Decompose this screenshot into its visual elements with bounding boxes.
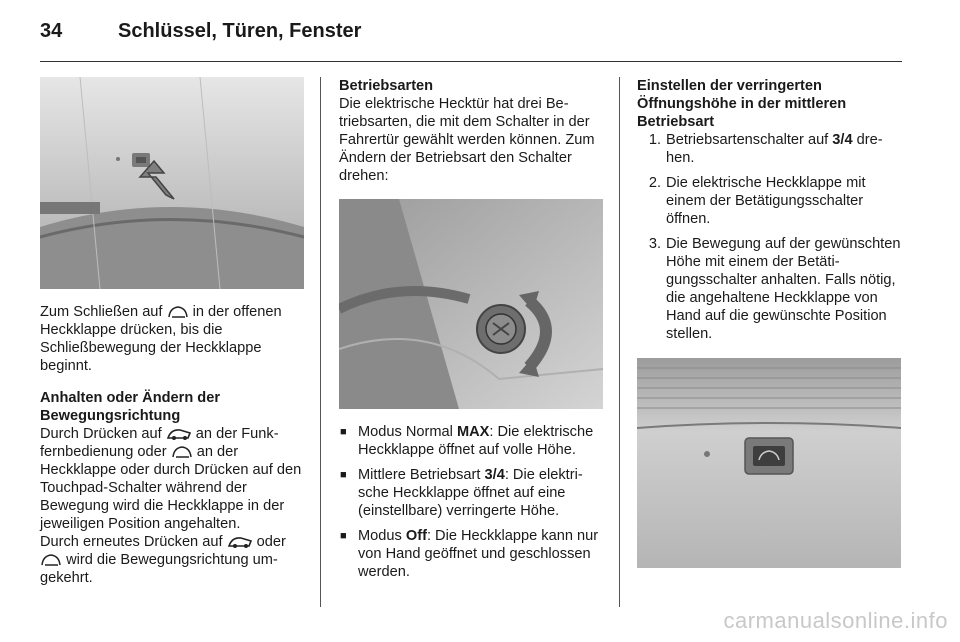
section-heading: Anhalten oder Ändern der Bewegungsrichtung <box>40 390 221 424</box>
tailgate-button-icon <box>167 305 189 319</box>
step-number: 3. <box>648 236 661 252</box>
text: Mittlere Betriebsart <box>358 467 485 483</box>
text: Zum Schließen auf <box>40 304 163 320</box>
section-heading: Betriebsarten <box>339 78 434 94</box>
remote-tailgate-icon <box>166 427 192 441</box>
reverse-instruction <box>40 533 306 587</box>
text: oder <box>256 534 286 550</box>
mode-switch-figure <box>339 199 603 409</box>
text: Durch erneutes Drücken auf <box>40 534 223 550</box>
stop-instruction <box>40 425 306 533</box>
text: Betriebsartenschalter auf <box>666 132 833 148</box>
list-item <box>339 466 605 520</box>
column-divider <box>619 77 620 607</box>
step-number: 1. <box>648 132 661 148</box>
step-text: Die elektrische Heckklappe mit einem der Betätigungsschalter öffnen. <box>666 175 866 227</box>
close-instruction <box>40 303 306 375</box>
bullet-mark: ■ <box>340 426 347 438</box>
step-number: 2. <box>648 175 661 191</box>
watermark: carmanualsonline.info <box>723 608 948 633</box>
text: Durch Drücken auf <box>40 426 162 442</box>
column-1 <box>40 77 306 587</box>
page-header <box>40 20 361 52</box>
step-item <box>639 174 903 228</box>
column-2 <box>339 77 605 588</box>
text: an der Funkfernbedienung oder <box>40 426 279 460</box>
step-item <box>639 235 903 343</box>
mode-label: 3/4 <box>484 467 505 483</box>
tailgate-button-icon <box>171 445 193 459</box>
step-text: Die Bewegung auf der gewünschten Höhe mit einem der Betätigungsschalter anhalten. Falls nötig, die angehaltene Heckklappe von Hand auf die gewünschte Position stellen. <box>666 236 901 342</box>
modes-intro: Die elektrische Hecktür hat drei Betriebsarten, die mit dem Schalter in der Fahrertür gewählt werden können. Zum Ändern der Betriebsart den Schalter drehen: <box>339 96 595 184</box>
mode-label: 3/4 <box>832 132 853 148</box>
tailgate-switch-figure <box>637 358 901 568</box>
text: drehen. <box>666 132 883 166</box>
text: Modus Normal <box>358 424 457 440</box>
step-item <box>639 131 903 167</box>
text: an der Heckklappe oder durch Drücken auf den Touchpad-Schalter während der Bewegung wird die Heckklappe in der jeweiligen Position angehalten. <box>40 444 302 532</box>
column-3 <box>637 77 903 568</box>
text: Modus <box>358 528 406 544</box>
page-number: 34 <box>40 20 63 42</box>
section-heading: Einstellen der verringerten Öffnungshöhe in der mittleren Betriebsart <box>637 78 847 130</box>
text: : Die Heckklappe kann nur von Hand geöffnet und geschlossen werden. <box>358 528 599 580</box>
bullet-mark: ■ <box>340 469 347 481</box>
text: wird die Bewegungsrichtung umgekehrt. <box>40 552 278 586</box>
text: in der offenen Heckklappe drücken, bis die Schließbewegung der Heckklappe beginnt. <box>40 304 282 374</box>
page-title: Schlüssel, Türen, Fenster <box>118 20 362 42</box>
bullet-mark: ■ <box>340 530 347 542</box>
remote-tailgate-icon <box>227 535 253 549</box>
text: : Die elektrische Heckklappe öffnet auf volle Höhe. <box>358 424 594 458</box>
tailgate-close-button-figure <box>40 77 304 289</box>
header-rule <box>40 61 902 62</box>
mode-label: MAX <box>456 424 490 440</box>
mode-label: Off <box>405 528 427 544</box>
text: : Die elektrische Heckklappe öffnet auf eine (einstellbare) verringerte Höhe. <box>358 467 583 519</box>
tailgate-button-icon <box>40 553 62 567</box>
column-divider <box>320 77 321 607</box>
list-item <box>339 527 605 581</box>
list-item <box>339 423 605 459</box>
